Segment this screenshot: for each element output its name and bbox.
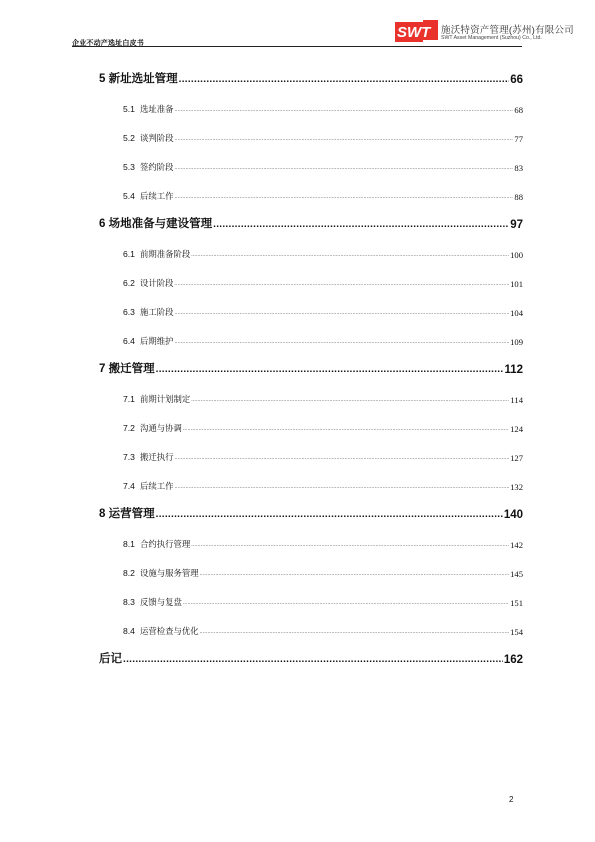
toc-entry-label: [99, 215, 212, 231]
toc-entry-page: 151: [510, 598, 523, 608]
toc-entry-page: 132: [510, 482, 523, 492]
toc-entry-number: 6.2: [123, 278, 135, 288]
toc-entry-title: 后期维护: [139, 336, 174, 346]
toc-entry-number: 8.4: [123, 626, 135, 636]
toc-entry-label: [123, 451, 173, 463]
toc-entry-label: [123, 190, 173, 202]
toc-section-entry[interactable]: [123, 126, 523, 144]
toc-entry-page: 162: [503, 654, 523, 666]
toc-entry-label: [123, 538, 190, 550]
toc-entry-title: 合约执行管理: [139, 539, 191, 549]
toc-entry-title: 场地准备与建设管理: [108, 218, 213, 230]
toc-entry-number: 8.1: [123, 539, 135, 549]
toc-entry-label: [123, 480, 173, 492]
toc-entry-label: [99, 650, 122, 666]
toc-section-entry[interactable]: [123, 97, 523, 115]
toc-entry-title: 谈判阶段: [139, 133, 174, 143]
toc-entry-number: 5.2: [123, 133, 135, 143]
toc-entry-number: 7.3: [123, 452, 135, 462]
toc-chapter-entry[interactable]: [99, 358, 523, 376]
toc-entry-title: 设施与服务管理: [139, 568, 199, 578]
toc-entry-label: [123, 422, 182, 434]
toc-entry-page: 127: [510, 453, 523, 463]
toc-entry-title: 搬迁执行: [139, 452, 174, 462]
dot-leader: [174, 277, 509, 289]
header-divider: [72, 46, 522, 47]
dot-leader: [179, 73, 510, 86]
company-logo: [393, 19, 574, 49]
toc-section-entry[interactable]: [123, 155, 523, 173]
company-name-en: SWT Asset Management (Suzhou) Co., Ltd.: [441, 35, 542, 41]
toc-section-entry[interactable]: [123, 184, 523, 202]
toc-entry-label: [99, 505, 155, 521]
toc-entry-number: 5.4: [123, 191, 135, 201]
toc-chapter-entry[interactable]: [99, 213, 523, 231]
toc-chapter-entry[interactable]: [99, 503, 523, 521]
toc-section-entry[interactable]: [123, 474, 523, 492]
dot-leader: [174, 132, 513, 144]
toc-entry-label: [123, 567, 199, 579]
toc-entry-number: 8.3: [123, 597, 135, 607]
toc-entry-title: 沟通与协调: [139, 423, 182, 433]
toc-entry-title: 运营检查与优化: [139, 626, 199, 636]
toc-entry-title: 前期计划制定: [139, 394, 191, 404]
toc-entry-number: 8: [99, 508, 106, 520]
dot-leader: [174, 190, 513, 202]
dot-leader: [213, 218, 509, 231]
toc-entry-number: 7.1: [123, 394, 135, 404]
toc-section-entry[interactable]: [123, 590, 523, 608]
toc-entry-page: 77: [514, 134, 523, 144]
company-name-cn: 施沃特资产管理(苏州)有限公司: [441, 25, 574, 36]
dot-leader: [183, 422, 509, 434]
toc-entry-title: 选址准备: [139, 104, 174, 114]
toc-entry-page: 154: [510, 627, 523, 637]
toc-entry-number: 6.1: [123, 249, 135, 259]
toc-chapter-entry[interactable]: [99, 648, 523, 666]
toc-entry-title: 签约阶段: [139, 162, 174, 172]
toc-entry-title: 施工阶段: [139, 307, 174, 317]
toc-section-entry[interactable]: [123, 416, 523, 434]
toc-section-entry[interactable]: [123, 300, 523, 318]
toc-entry-page: 104: [510, 308, 523, 318]
toc-entry-label: [123, 132, 173, 144]
toc-entry-label: [123, 393, 190, 405]
toc-entry-title: 后续工作: [139, 191, 174, 201]
toc-entry-number: 7.2: [123, 423, 135, 433]
dot-leader: [200, 567, 510, 579]
toc-section-entry[interactable]: [123, 329, 523, 347]
toc-entry-title: 反馈与复盘: [139, 597, 182, 607]
dot-leader: [156, 508, 503, 521]
dot-leader: [123, 653, 503, 666]
dot-leader: [191, 393, 509, 405]
dot-leader: [191, 538, 509, 550]
toc-entry-number: 8.2: [123, 568, 135, 578]
toc-entry-label: [123, 596, 182, 608]
toc-entry-page: 124: [510, 424, 523, 434]
toc-entry-title: 设计阶段: [139, 278, 174, 288]
swt-logo-icon: [393, 19, 439, 43]
toc-entry-number: 6: [99, 218, 106, 230]
toc-entry-title: 新址选址管理: [108, 73, 178, 85]
document-title: 企业不动产选址白皮书: [72, 40, 144, 47]
toc-entry-number: 7.4: [123, 481, 135, 491]
dot-leader: [174, 161, 513, 173]
toc-entry-title: 搬迁管理: [108, 363, 155, 375]
toc-section-entry[interactable]: [123, 619, 523, 637]
toc-entry-number: 6.4: [123, 336, 135, 346]
dot-leader: [183, 596, 509, 608]
toc-entry-label: [123, 625, 199, 637]
dot-leader: [174, 306, 509, 318]
toc-entry-title: 前期准备阶段: [139, 249, 191, 259]
toc-section-entry[interactable]: [123, 445, 523, 463]
toc-entry-number: 6.3: [123, 307, 135, 317]
toc-entry-number: 5: [99, 73, 106, 85]
logo-text: SWT: [397, 24, 431, 41]
toc-entry-label: [123, 277, 173, 289]
toc-entry-title: 后续工作: [139, 481, 174, 491]
toc-entry-page: 66: [510, 74, 523, 86]
toc-entry-label: [99, 70, 178, 86]
toc-entry-page: 100: [510, 250, 523, 260]
dot-leader: [191, 248, 509, 260]
dot-leader: [174, 480, 509, 492]
dot-leader: [156, 363, 504, 376]
toc-entry-page: 109: [510, 337, 523, 347]
toc-chapter-entry[interactable]: [99, 68, 523, 86]
toc-entry-page: 101: [510, 279, 523, 289]
toc-entry-page: 88: [514, 192, 523, 202]
toc-section-entry[interactable]: [123, 242, 523, 260]
toc-entry-label: [123, 161, 173, 173]
toc-entry-page: 142: [510, 540, 523, 550]
toc-section-entry[interactable]: [123, 271, 523, 289]
toc-entry-page: 140: [503, 509, 523, 521]
toc-entry-page: 112: [504, 364, 523, 376]
page-number: 2: [509, 795, 514, 804]
toc-entry-number: 5.3: [123, 162, 135, 172]
toc-entry-label: [123, 248, 190, 260]
toc-section-entry[interactable]: [123, 532, 523, 550]
dot-leader: [174, 335, 509, 347]
toc-entry-page: 114: [510, 395, 523, 405]
toc-entry-page: 97: [510, 219, 523, 231]
page-header: [72, 18, 574, 60]
dot-leader: [174, 451, 509, 463]
dot-leader: [174, 103, 513, 115]
toc-entry-number: 5.1: [123, 104, 135, 114]
toc-entry-title: 后记: [99, 653, 122, 665]
toc-entry-page: 145: [510, 569, 523, 579]
toc-entry-page: 68: [514, 105, 523, 115]
toc-entry-label: [123, 103, 173, 115]
toc-entry-label: [123, 335, 173, 347]
toc-entry-title: 运营管理: [108, 508, 155, 520]
toc-entry-label: [123, 306, 173, 318]
toc-entry-number: 7: [99, 363, 106, 375]
dot-leader: [200, 625, 510, 637]
toc-section-entry[interactable]: [123, 561, 523, 579]
toc-section-entry[interactable]: [123, 387, 523, 405]
toc-entry-label: [99, 360, 155, 376]
toc-entry-page: 83: [514, 163, 523, 173]
